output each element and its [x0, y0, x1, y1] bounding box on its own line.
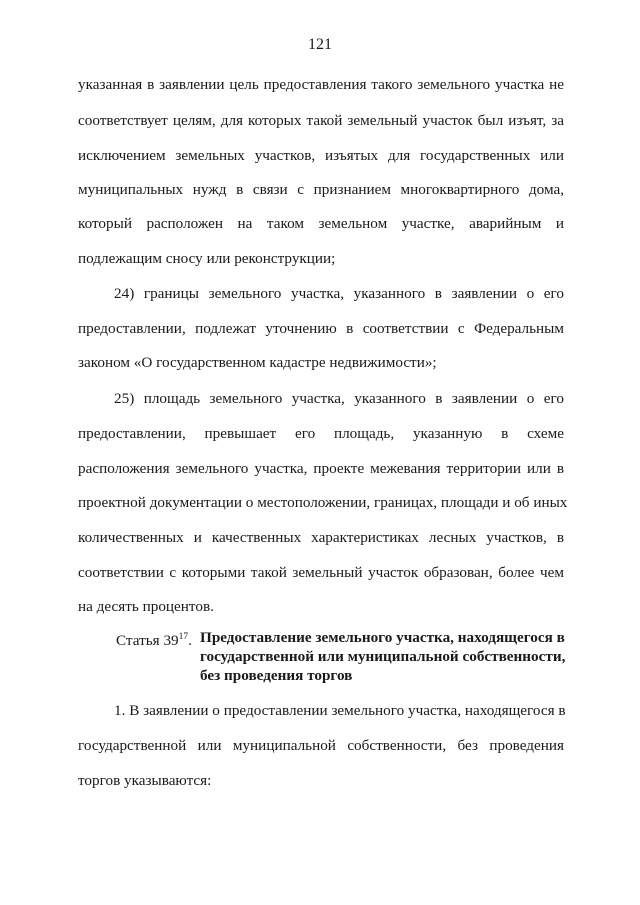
- text-line: 24) границы земельного участка, указанного в заявлении о его: [114, 285, 564, 302]
- text-line: законом «О государственном кадастре недвижимости»;: [78, 354, 437, 371]
- text-line: соответствует целям, для которых такой земельный участок был изъят, за: [78, 112, 564, 129]
- article-number: Статья 39: [116, 632, 179, 649]
- text-line: который расположен на таком земельном участке, аварийным и: [78, 215, 564, 232]
- text-line: предоставлении, подлежат уточнению в соответствии с Федеральным: [78, 320, 564, 337]
- text-line: 1. В заявлении о предоставлении земельного участка, находящегося в: [114, 702, 566, 719]
- text-line: 25) площадь земельного участка, указанного в заявлении о его: [114, 390, 564, 407]
- text-line: государственной или муниципальной собственности, без проведения: [78, 737, 564, 754]
- article-number-suffix: .: [188, 632, 192, 649]
- text-line: муниципальных нужд в связи с признанием многоквартирного дома,: [78, 181, 564, 198]
- page-number: 121: [308, 36, 332, 53]
- article-superscript: 17: [178, 632, 189, 642]
- article-label: [116, 628, 192, 650]
- article-title-line: без проведения торгов: [200, 667, 353, 684]
- article-title-line: государственной или муниципальной собственности,: [200, 648, 566, 665]
- text-line: исключением земельных участков, изъятых для государственных или: [78, 147, 564, 164]
- text-line: торгов указываются:: [78, 772, 212, 789]
- text-line: указанная в заявлении цель предоставления такого земельного участка не: [78, 76, 564, 93]
- text-line: проектной документации о местоположении, границах, площади и об иных: [78, 494, 568, 511]
- text-line: на десять процентов.: [78, 598, 214, 615]
- text-line: подлежащим сносу или реконструкции;: [78, 250, 336, 267]
- article-title-line: Предоставление земельного участка, находящегося в: [200, 629, 565, 646]
- text-line: количественных и качественных характеристиках лесных участков, в: [78, 529, 564, 546]
- text-line: расположения земельного участка, проекте межевания территории или в: [78, 460, 564, 477]
- text-line: предоставлении, превышает его площадь, указанную в схеме: [78, 425, 564, 442]
- article-title: [200, 628, 566, 685]
- text-line: соответствии с которыми такой земельный участок образован, более чем: [78, 564, 564, 581]
